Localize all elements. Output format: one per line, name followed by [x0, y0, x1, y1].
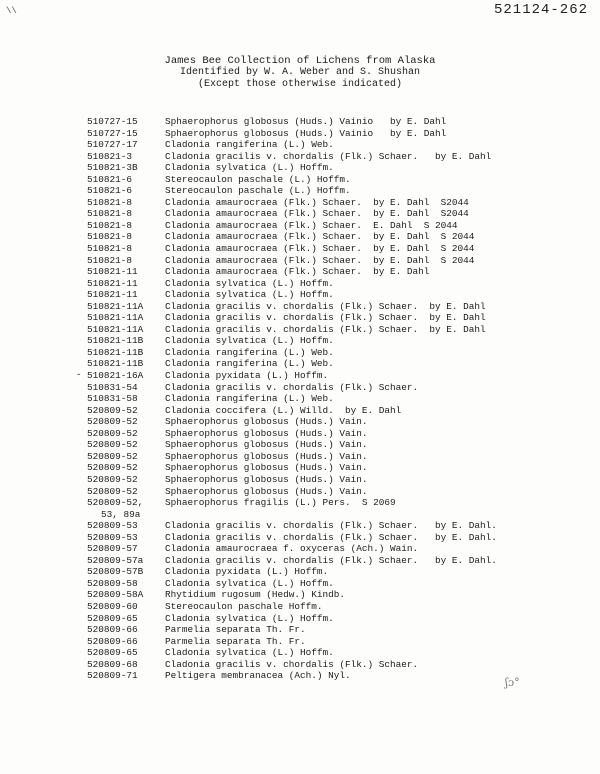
specimen-number: 510821-8: [87, 196, 133, 208]
species-name: Cladonia rangiferina (L.) Web.: [165, 393, 334, 405]
specimen-number: 510821-8: [87, 219, 133, 231]
specimen-number: 510821-8: [87, 243, 133, 255]
species-name: Cladonia gracilis v. chordalis (Flk.) Schaer. by E. Dahl.: [165, 520, 497, 532]
species-name: Cladonia sylvatica (L.) Hoffm.: [165, 612, 334, 624]
margin-dash-mark: -: [76, 370, 82, 381]
specimen-number: 510821-3: [87, 150, 133, 162]
species-name: Cladonia amaurocraea (Flk.) Schaer. by E. Dahl S 2044: [165, 254, 475, 266]
species-name: Cladonia sylvatica (L.) Hoffm.: [165, 335, 334, 347]
species-name: Sphaerophorus globosus (Huds.) Vain.: [165, 416, 368, 428]
species-name: Cladonia rangiferina (L.) Web.: [165, 358, 334, 370]
species-name: Sphaerophorus fragilis (L.) Pers. S 2069: [165, 497, 396, 509]
specimen-number: 520809-65: [87, 612, 138, 624]
species-name: Cladonia gracilis v. chordalis (Flk.) Schaer. by E. Dahl.: [165, 531, 497, 543]
species-name: Cladonia gracilis v. chordalis (Flk.) Schaer. by E. Dahl: [165, 300, 486, 312]
document-number-stamp: 521124-262: [493, 2, 588, 18]
species-name: Cladonia rangiferina (L.) Web.: [165, 346, 334, 358]
species-name: Cladonia amaurocraea (Flk.) Schaer. E. Dahl S 2044: [165, 219, 458, 231]
specimen-number: 53, 89a: [101, 508, 141, 520]
specimen-number: 520809-52: [87, 416, 138, 428]
specimen-number: 510821-8: [87, 254, 133, 266]
handwritten-mark: ʃɔ°: [505, 676, 520, 689]
specimen-number: 520809-52: [87, 427, 138, 439]
specimen-number: 520809-52: [87, 462, 138, 474]
specimen-number: 520809-68: [87, 658, 138, 670]
species-name: Cladonia amaurocraea (Flk.) Schaer. by E. Dahl S2044: [165, 196, 469, 208]
species-name: Cladonia rangiferina (L.) Web.: [165, 139, 334, 151]
specimen-number: 510821-11: [87, 277, 138, 289]
species-name: Stereocaulon paschale Hoffm.: [165, 600, 323, 612]
species-name: Cladonia sylvatica (L.) Hoffm.: [165, 162, 334, 174]
specimen-number: 510821-16A: [87, 370, 144, 382]
specimen-number: 510831-58: [87, 393, 138, 405]
species-name: Stereocaulon paschale (L.) Hoffm.: [165, 173, 351, 185]
species-name: Sphaerophorus globosus (Huds.) Vainio by E. Dahl: [165, 127, 447, 139]
species-name: Sphaerophorus globosus (Huds.) Vain.: [165, 439, 368, 451]
species-name: Cladonia sylvatica (L.) Hoffm.: [165, 577, 334, 589]
species-name: Cladonia gracilis v. chordalis (Flk.) Schaer. by E. Dahl.: [165, 554, 497, 566]
species-name: Cladonia gracilis v. chordalis (Flk.) Schaer. by E. Dahl: [165, 323, 486, 335]
species-name: Cladonia sylvatica (L.) Hoffm.: [165, 647, 334, 659]
specimen-number: 520809-52,: [87, 497, 144, 509]
specimen-number: 510821-11A: [87, 312, 144, 324]
specimen-number: 510821-11A: [87, 300, 144, 312]
species-name: Cladonia amaurocraea (Flk.) Schaer. by E. Dahl S 2044: [165, 243, 475, 255]
specimen-number: 520809-57: [87, 543, 138, 555]
species-name: Cladonia pyxidata (L.) Hoffm.: [165, 370, 329, 382]
specimen-number: 520809-52: [87, 439, 138, 451]
species-name: Sphaerophorus globosus (Huds.) Vain.: [165, 427, 368, 439]
corner-pencil-mark: \\: [6, 6, 17, 16]
species-name: Cladonia pyxidata (L.) Hoffm.: [165, 566, 329, 578]
species-name: Stereocaulon paschale (L.) Hoffm.: [165, 185, 351, 197]
specimen-number: 520809-58: [87, 577, 138, 589]
specimen-number: 520809-66: [87, 624, 138, 636]
specimen-number: 510821-11B: [87, 335, 144, 347]
document-header: [0, 55, 600, 91]
specimen-number: 520809-52: [87, 473, 138, 485]
specimen-number: 520809-65: [87, 647, 138, 659]
specimen-number: 510727-15: [87, 127, 138, 139]
specimen-number: 520809-52: [87, 485, 138, 497]
specimen-number: 520809-58A: [87, 589, 144, 601]
species-name: Sphaerophorus globosus (Huds.) Vain.: [165, 450, 368, 462]
species-name: Cladonia gracilis v. chordalis (Flk.) Schaer. by E. Dahl: [165, 150, 492, 162]
specimen-number: 510821-11B: [87, 346, 144, 358]
specimen-number: 510821-11: [87, 266, 138, 278]
species-name: Cladonia gracilis v. chordalis (Flk.) Schaer.: [165, 381, 419, 393]
specimen-number: 510821-3B: [87, 162, 138, 174]
specimen-number: 520809-66: [87, 635, 138, 647]
specimen-number: 510831-54: [87, 381, 138, 393]
specimen-number: 520809-71: [87, 670, 138, 682]
specimen-number: 510821-6: [87, 173, 133, 185]
species-name: Sphaerophorus globosus (Huds.) Vain.: [165, 485, 368, 497]
species-name: Cladonia gracilis v. chordalis (Flk.) Schaer.: [165, 658, 419, 670]
specimen-number: 510821-11A: [87, 323, 144, 335]
specimen-number: 510727-15: [87, 116, 138, 127]
specimen-number: 520809-53: [87, 520, 138, 532]
species-name: Sphaerophorus globosus (Huds.) Vain.: [165, 462, 368, 474]
specimen-number: 520809-60: [87, 600, 138, 612]
species-name: Rhytidium rugosum (Hedw.) Kindb.: [165, 589, 346, 601]
species-name: Cladonia gracilis v. chordalis (Flk.) Schaer. by E. Dahl: [165, 312, 486, 324]
specimen-number: 520809-52: [87, 450, 138, 462]
species-name: Cladonia amaurocraea (Flk.) Schaer. by E. Dahl: [165, 266, 430, 278]
specimen-number: 510821-8: [87, 208, 133, 220]
specimen-number: 520809-57B: [87, 566, 144, 578]
species-name: Cladonia amaurocraea (Flk.) Schaer. by E. Dahl S2044: [165, 208, 469, 220]
species-name: Sphaerophorus globosus (Huds.) Vain.: [165, 473, 368, 485]
species-name: Cladonia sylvatica (L.) Hoffm.: [165, 277, 334, 289]
specimen-number: 510727-17: [87, 139, 138, 151]
species-name: Cladonia coccifera (L.) Willd. by E. Dahl: [165, 404, 402, 416]
species-name: Cladonia amaurocraea f. oxyceras (Ach.) Wain.: [165, 543, 419, 555]
identified-by-line: Identified by W. A. Weber and S. Shushan: [179, 67, 421, 78]
species-name: Parmelia separata Th. Fr.: [165, 624, 306, 636]
species-name: Cladonia amaurocraea (Flk.) Schaer. by E. Dahl S 2044: [165, 231, 475, 243]
specimen-number: 510821-11B: [87, 358, 144, 370]
species-name: Cladonia sylvatica (L.) Hoffm.: [165, 289, 334, 301]
species-name: Parmelia separata Th. Fr.: [165, 635, 306, 647]
species-name: Sphaerophorus globosus (Huds.) Vainio by E. Dahl: [165, 116, 447, 127]
specimen-number: 510821-6: [87, 185, 133, 197]
exception-note: (Except those otherwise indicated): [197, 79, 403, 90]
specimen-number: 510821-8: [87, 231, 133, 243]
specimen-number: 510821-11: [87, 289, 138, 301]
specimen-number: 520809-52: [87, 404, 138, 416]
specimen-number: 520809-53: [87, 531, 138, 543]
species-name: Peltigera membranacea (Ach.) Nyl.: [165, 670, 351, 682]
specimen-number: 520809-57a: [87, 554, 144, 566]
collection-title: James Bee Collection of Lichens from Alaska: [164, 55, 436, 67]
